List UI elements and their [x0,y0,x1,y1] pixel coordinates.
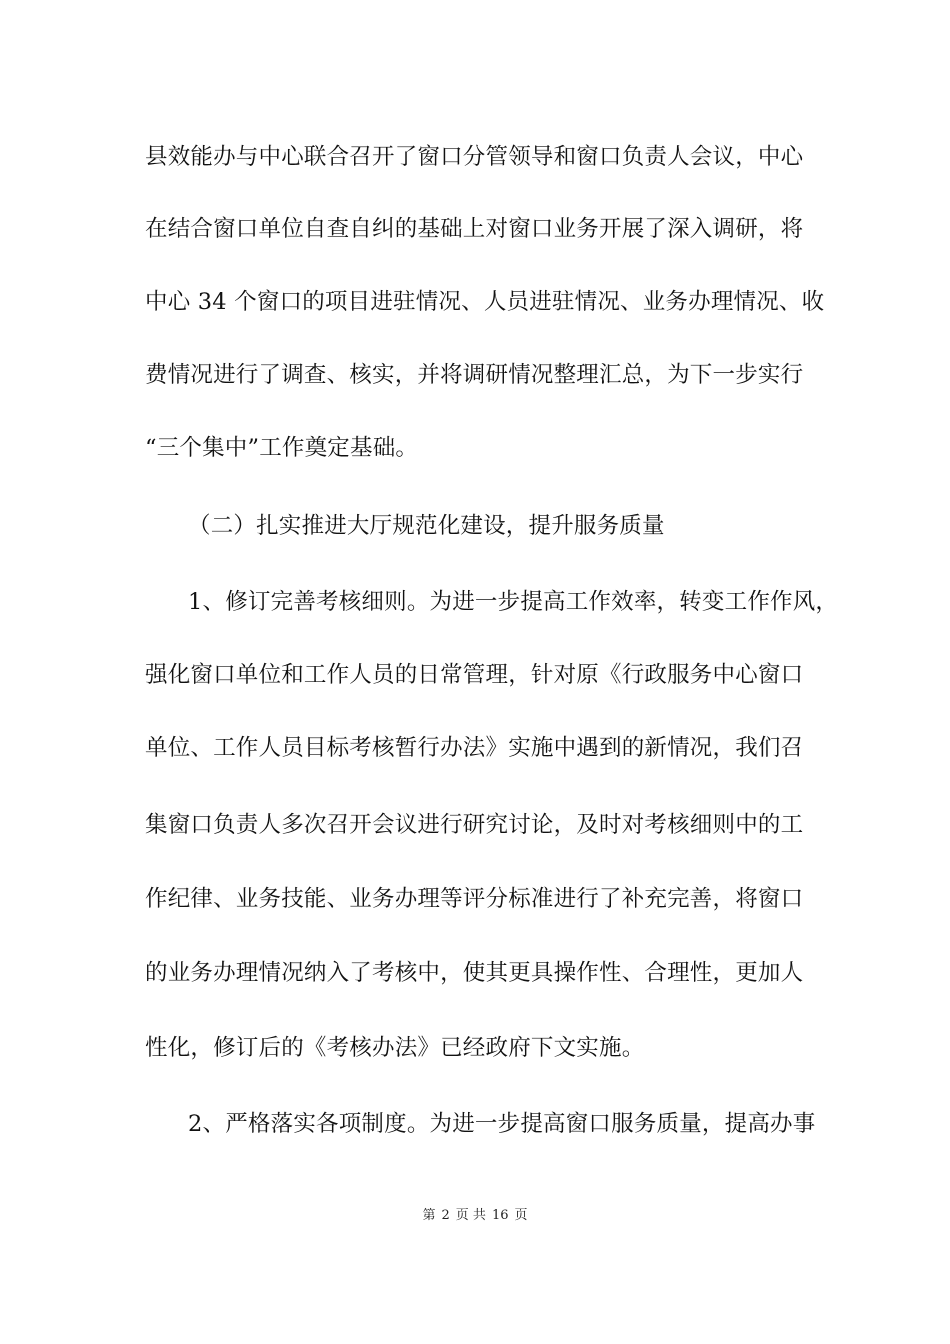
footer-suffix: 页 [514,1208,528,1223]
body-line-11: 的业务办理情况纳入了考核中，使其更具操作性、合理性，更加人 [145,960,804,986]
page-footer [0,1206,950,1226]
footer-prefix: 第 [422,1208,436,1223]
body-line-4: 费情况进行了调查、核实，并将调研情况整理汇总，为下一步实行 [145,362,804,388]
body-line-9: 集窗口负责人多次召开会议进行研究讨论，及时对考核细则中的工 [145,812,804,838]
body-line-2: 在结合窗口单位自查自纠的基础上对窗口业务开展了深入调研，将 [145,216,804,242]
body-line-5: “三个集中”工作奠定基础。 [145,435,419,461]
body-line-3: 中心 34 个窗口的项目进驻情况、人员进驻情况、业务办理情况、收 [145,289,825,315]
footer-middle: 页 共 [455,1208,486,1223]
body-line-10: 作纪律、业务技能、业务办理等评分标准进行了补充完善，将窗口 [145,886,804,912]
footer-current-page: 2 [441,1208,450,1223]
body-line-12: 性化，修订后的《考核办法》已经政府下文实施。 [145,1035,645,1061]
body-line-6: 1、修订完善考核细则。为进一步提高工作效率，转变工作作风， [188,589,839,615]
body-line-13: 2、严格落实各项制度。为进一步提高窗口服务质量，提高办事 [188,1111,816,1137]
body-line-1: 县效能办与中心联合召开了窗口分管领导和窗口负责人会议，中心 [145,144,804,170]
body-line-7: 强化窗口单位和工作人员的日常管理，针对原《行政服务中心窗口 [145,662,804,688]
section-heading: （二）扎实推进大厅规范化建设，提升服务质量 [188,513,665,539]
footer-total-pages: 16 [491,1208,509,1223]
body-line-8: 单位、工作人员目标考核暂行办法》实施中遇到的新情况，我们召 [145,735,804,761]
